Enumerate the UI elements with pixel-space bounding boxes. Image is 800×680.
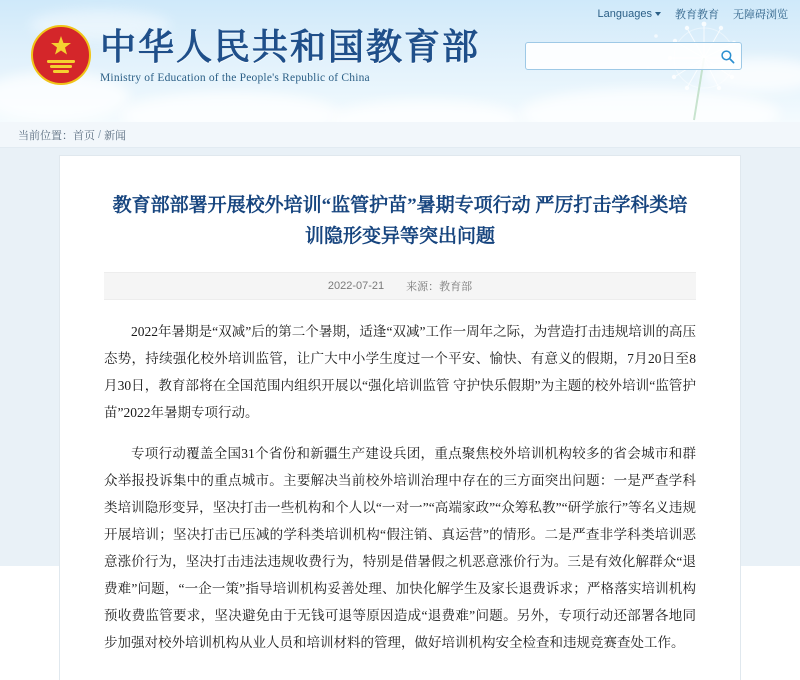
article-date: 2022-07-21 <box>327 280 385 292</box>
national-emblem <box>30 24 92 86</box>
content-area <box>0 148 800 650</box>
search-icon[interactable] <box>713 44 741 68</box>
article-paragraph: 专项行动覆盖全国31个省份和新疆生产建设兵团，重点聚焦校外培训机构较多的省会城市和群众举报投诉集中的重点城市。主要解决当前校外培训治理中存在的三方面突出问题：一是严查学科类培训隐形变异，坚决打击一些机构和个人以“一对一”“高端家政”“众筹私教”“研学旅行”等名义违规开展培训；坚决打击已压减的学科类培训机构“假注销、真运营”的情形。二是严查非学科类培训恶意涨价行为，坚决打击违法违规收费行为，特别是借暑假之机恶意涨价行为。三是有效化解群众“退费难”问题，“一企一策”指导培训机构妥善处理、加快化解学生及家长退费诉求；严格落实培训机构预收费监管要求，坚决避免由于无钱可退等原因造成“退费难”问题。另外，专项行动还部署各地同步加强对校外培训机构从业人员和培训材料的管理，做好培训机构安全检查和违规竞赛查处工作。 <box>104 446 696 650</box>
languages-menu[interactable]: Languages <box>598 8 661 20</box>
site-header <box>0 0 800 122</box>
breadcrumb-item-news[interactable]: 新闻 <box>104 129 127 142</box>
site-title-cn: 中华人民共和国教育部 <box>100 27 481 67</box>
article-source: 来源：教育部 <box>406 281 473 293</box>
search-box[interactable] <box>525 42 742 70</box>
chevron-down-icon <box>655 12 661 16</box>
cloud-decoration <box>120 92 340 122</box>
site-title-en: Ministry of Education of the People's Republic of China <box>100 72 370 84</box>
search-input[interactable] <box>526 44 713 68</box>
article-meta <box>104 272 696 300</box>
site-title-block <box>100 26 480 84</box>
article-paragraph: 2022年暑期是“双减”后的第二个暑期，适逢“双减”工作一周年之际，为营造打击违规培训的高压态势，持续强化校外培训监管，让广大中小学生度过一个平安、愉快、有意义的假期，7月20日至8月30日，教育部将在全国范围内组织开展以“强化培训监管 守护快乐假期”为主题的校外培训“监管护苗”2022年暑期专项行动。 <box>104 324 696 420</box>
cloud-decoration <box>330 100 520 122</box>
article-card <box>60 156 740 680</box>
top-utility-nav[interactable] <box>598 6 788 22</box>
breadcrumb-separator: / <box>98 128 102 141</box>
article-body <box>104 318 696 656</box>
page-title: 教育部部署开展校外培训“监管护苗”暑期专项行动 严厉打击学科类培训隐形变异等突出问题 <box>112 195 688 247</box>
nav-link-accessibility[interactable]: 无障碍浏览 <box>733 9 788 21</box>
breadcrumb-item-home[interactable]: 首页 <box>73 129 95 142</box>
nav-link-education[interactable]: 教育教育 <box>675 9 719 21</box>
breadcrumb-label: 当前位置： <box>18 129 73 142</box>
breadcrumb <box>0 122 800 148</box>
